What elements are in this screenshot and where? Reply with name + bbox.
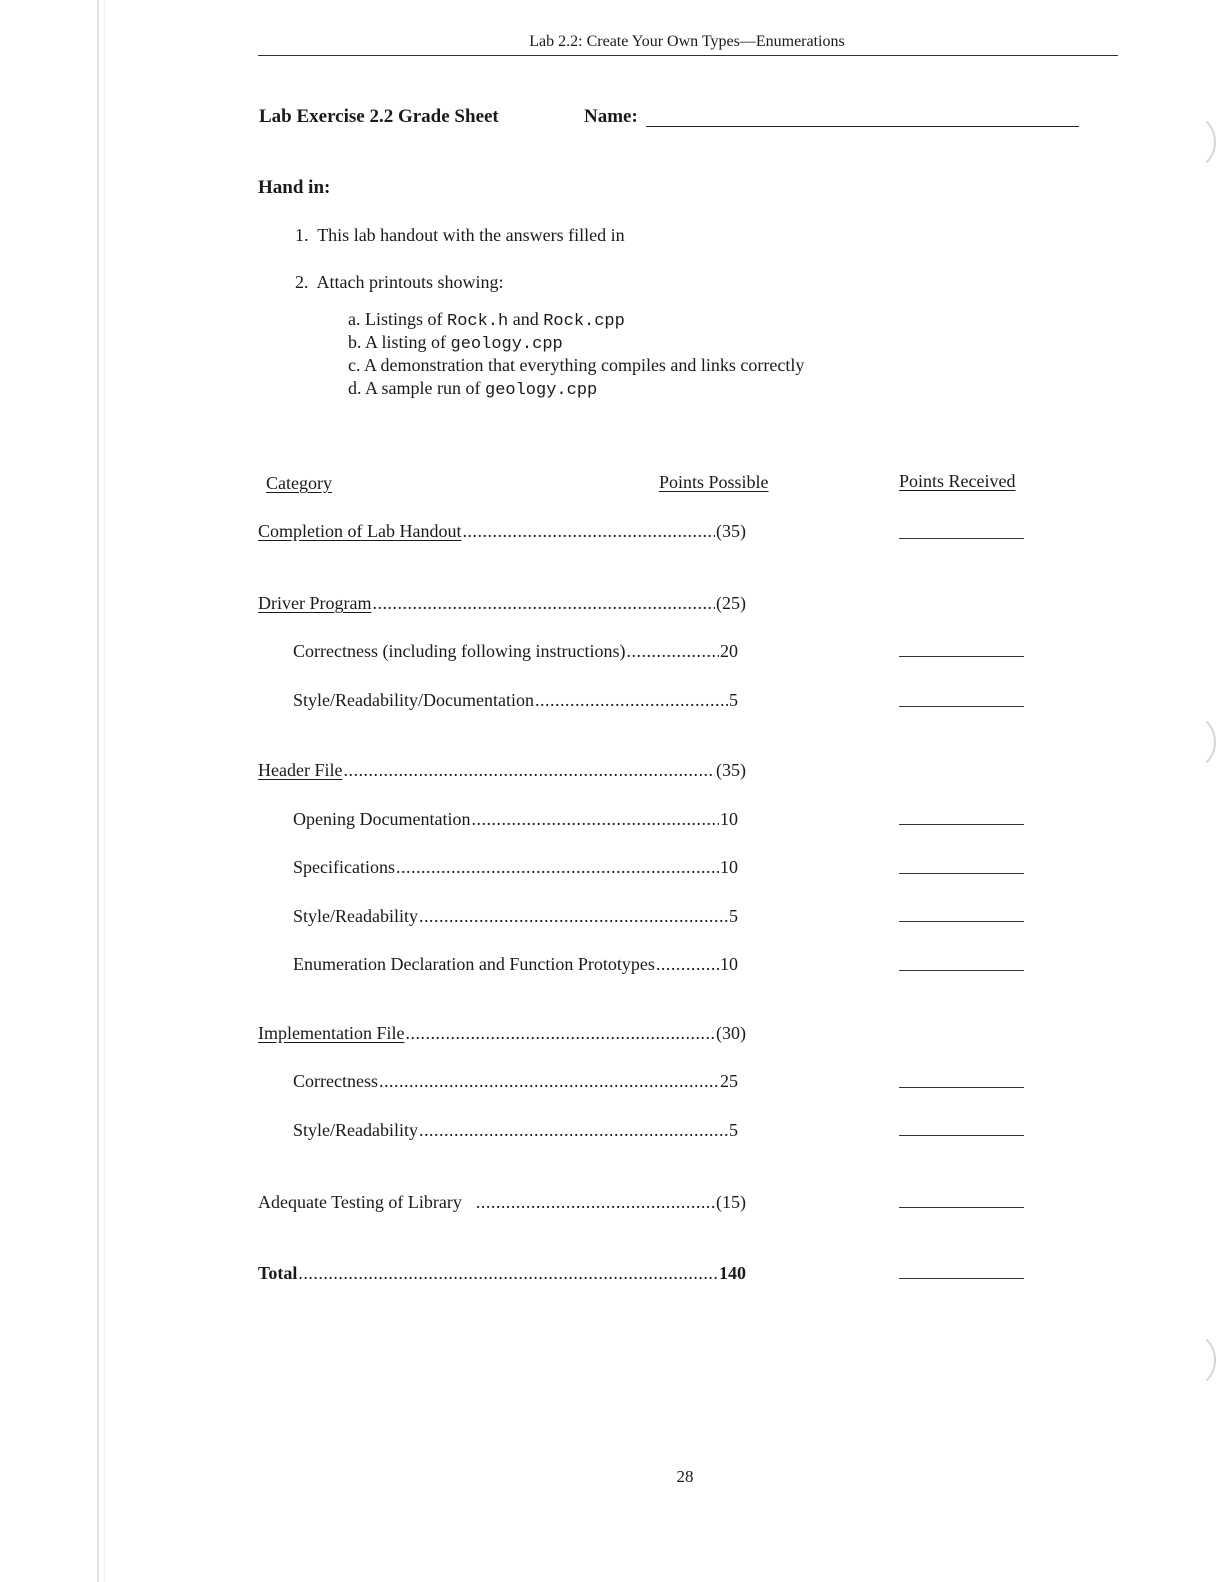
dot-leader (405, 1023, 715, 1044)
binder-hole-bottom (1180, 1330, 1216, 1390)
hand-in-subitem-b (348, 332, 563, 354)
dot-leader (396, 857, 719, 878)
row-points: 10 (720, 857, 738, 877)
row-label: Style/Readability (293, 1120, 418, 1140)
row-label: Specifications (293, 857, 395, 877)
dot-leader (298, 1263, 718, 1284)
table-row (258, 593, 746, 614)
dot-leader (535, 690, 728, 711)
list-number: 1. (295, 225, 309, 245)
subitem-text: a. Listings of (348, 309, 443, 329)
dot-leader (656, 954, 719, 975)
page-number: 28 (676, 1467, 694, 1486)
row-points: (25) (716, 593, 746, 613)
list-text: This lab handout with the answers filled in (317, 225, 625, 245)
row-label: Correctness (293, 1071, 378, 1091)
grade-sheet-title: Lab Exercise 2.2 Grade Sheet (259, 106, 499, 127)
code-filename: geology.cpp (485, 381, 598, 400)
table-row (293, 1120, 738, 1141)
points-received-blank[interactable] (899, 538, 1024, 539)
points-received-blank[interactable] (899, 706, 1024, 707)
points-received-blank[interactable] (899, 656, 1024, 657)
running-header: Lab 2.2: Create Your Own Types—Enumerations (529, 33, 845, 50)
table-row (293, 641, 738, 662)
list-number: 2. (295, 272, 309, 292)
hand-in-subitem-a (348, 309, 625, 331)
table-row (293, 690, 738, 711)
row-points: (30) (716, 1023, 746, 1043)
hand-in-heading: Hand in: (258, 177, 331, 198)
points-received-blank[interactable] (899, 1087, 1024, 1088)
points-received-blank[interactable] (899, 970, 1024, 971)
code-filename: Rock.h (447, 312, 509, 331)
dot-leader (462, 521, 715, 542)
table-row (258, 1192, 746, 1213)
binder-hole-top (1180, 112, 1216, 172)
points-received-blank[interactable] (899, 1278, 1024, 1279)
table-row (293, 809, 738, 830)
column-header-points-received: Points Received (899, 471, 1016, 491)
row-label: Adequate Testing of Library (258, 1192, 462, 1212)
table-row (293, 906, 738, 927)
row-label: Implementation File (258, 1023, 405, 1043)
points-received-blank[interactable] (899, 824, 1024, 825)
dot-leader (419, 906, 728, 927)
dot-leader (626, 641, 719, 662)
table-row (258, 760, 746, 781)
row-label: Enumeration Declaration and Function Prototypes (293, 954, 655, 974)
row-points: 20 (720, 641, 738, 661)
table-row (293, 954, 738, 975)
binder-margin-line-inner (104, 0, 105, 1582)
hand-in-subitem-c (348, 355, 804, 376)
row-points: 10 (720, 954, 738, 974)
row-points: (35) (716, 521, 746, 541)
list-text: Attach printouts showing: (316, 272, 504, 292)
hand-in-subitem-d (348, 378, 597, 400)
row-points: 140 (719, 1263, 746, 1283)
name-field[interactable] (646, 126, 1079, 127)
binder-margin-line (97, 0, 99, 1582)
row-points: (15) (716, 1192, 746, 1212)
row-label: Completion of Lab Handout (258, 521, 462, 541)
row-label: Opening Documentation (293, 809, 471, 829)
table-row (293, 857, 738, 878)
row-label: Style/Readability (293, 906, 418, 926)
row-points: 5 (729, 1120, 738, 1140)
table-row-total (258, 1263, 746, 1284)
points-received-blank[interactable] (899, 873, 1024, 874)
code-filename: geology.cpp (450, 335, 563, 354)
name-label: Name: (584, 106, 638, 127)
row-points: 5 (729, 690, 738, 710)
subitem-text: b. A listing of (348, 332, 447, 352)
dot-leader (471, 809, 719, 830)
header-rule (258, 55, 1118, 56)
subitem-text: and (512, 309, 539, 329)
row-label: Driver Program (258, 593, 372, 613)
hand-in-item-2 (295, 272, 504, 293)
table-row (258, 1023, 746, 1044)
points-received-blank[interactable] (899, 1207, 1024, 1208)
dot-leader (419, 1120, 728, 1141)
dot-leader (372, 593, 715, 614)
subitem-text: d. A sample run of (348, 378, 481, 398)
row-label: Correctness (including following instructions) (293, 641, 626, 661)
row-points: (35) (716, 760, 746, 780)
column-header-category: Category (266, 473, 332, 493)
dot-leader (476, 1192, 715, 1213)
table-row (293, 1071, 738, 1092)
binder-hole-middle (1180, 712, 1216, 772)
row-points: 10 (720, 809, 738, 829)
points-received-blank[interactable] (899, 1135, 1024, 1136)
hand-in-item-1 (295, 225, 625, 246)
dot-leader (343, 760, 715, 781)
row-label: Header File (258, 760, 343, 780)
row-label: Style/Readability/Documentation (293, 690, 534, 710)
table-row (258, 521, 746, 542)
column-header-points-possible: Points Possible (659, 472, 769, 492)
dot-leader (379, 1071, 719, 1092)
code-filename: Rock.cpp (543, 312, 625, 331)
points-received-blank[interactable] (899, 921, 1024, 922)
row-label: Total (258, 1263, 298, 1283)
row-points: 25 (720, 1071, 738, 1091)
row-points: 5 (729, 906, 738, 926)
subitem-text: c. A demonstration that everything compiles and links correctly (348, 355, 805, 375)
